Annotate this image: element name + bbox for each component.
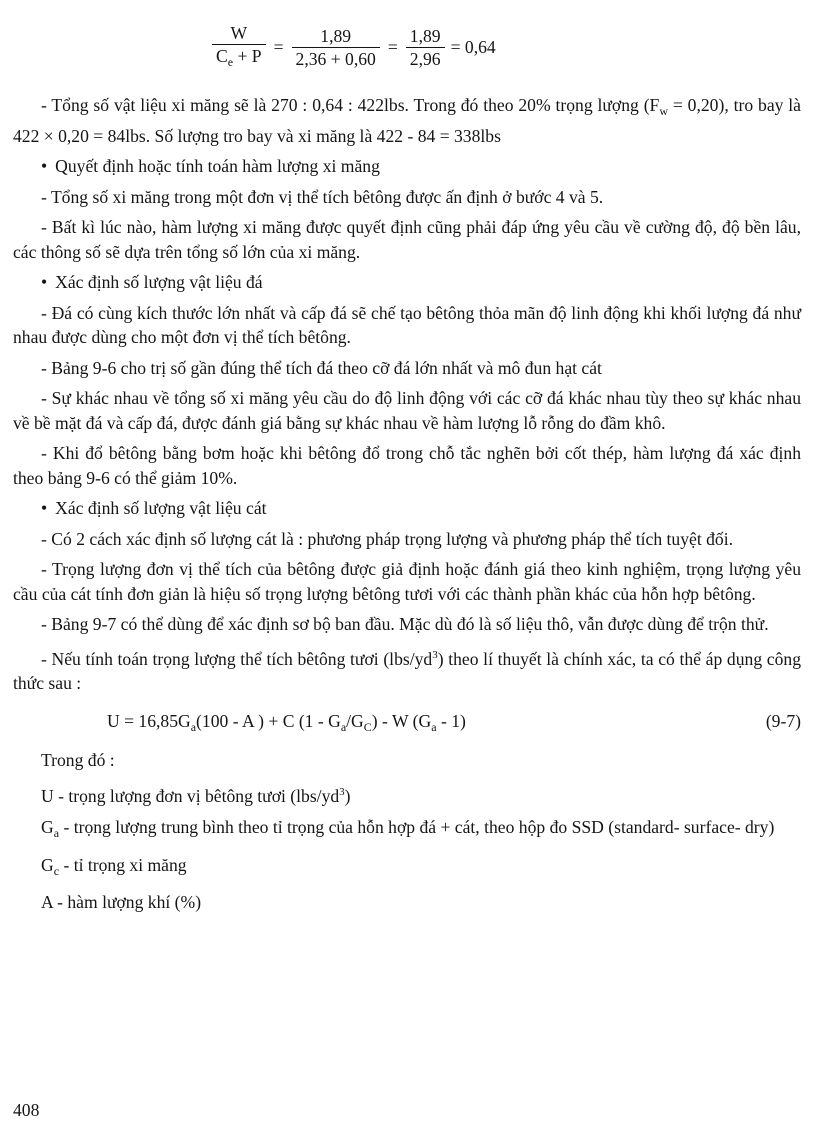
definition-gc: $G_c$ - tỉ trọng xi măng [41,854,187,878]
paragraph-total-binder: - Tổng số vật liệu xi măng sẽ là 270 : 0,64 : 422lbs. Trong đó theo 20% trọng lượng $(F_w = 0,20)$, tro bay là 422 × 0,20 = 84lbs. Số lượng tro bay và xi măng là 422 - 84 = 338lbs [13,95,801,146]
paragraph: - Khi đổ bêtông bằng bơm hoặc khi bêtông đổ trong chỗ tắc nghẽn bởi cốt thép, hàm lượng đá xác định theo bảng 9-6 có thể giảm 10%. [13,443,801,488]
equals-sign: = [387,37,398,58]
definition-a: A - hàm lượng khí (%) [41,892,202,912]
denominator: $C_e + P$ [212,44,266,73]
denominator: 2,96 [406,47,445,70]
equals-sign: = [273,37,284,58]
bullet-icon: • [41,156,48,176]
body-text [13,93,801,915]
fraction-w-over-ce-p [212,22,266,73]
formula-expression: $U = 16,85G_a(100 - A$ ) + C $(1 - G_a/G_C)$ - W $(G_a - 1)$ [107,710,466,734]
bullet-cement-content: • Quyết định hoặc tính toán hàm lượng xi măng [41,156,380,176]
bullet-sand-amount: • Xác định số lượng vật liệu cát [41,498,267,518]
bullet-icon: • [41,272,48,292]
paragraph: - Bảng 9-7 có thể dùng để xác định sơ bộ ban đầu. Mặc dù đó là số liệu thô, vẫn được dùng để trộn thử. [41,614,769,634]
paragraph: - Tổng số xi măng trong một đơn vị thể tích bêtông được ấn định ở bước 4 và 5. [41,186,604,207]
paragraph: - Có 2 cách xác định số lượng cát là : phương pháp trọng lượng và phương pháp thể tích tuyệt đối. [41,528,733,549]
fraction-simplified [406,25,445,70]
fraction-values [292,25,380,70]
paragraph: - Nếu tính toán trọng lượng thể tích bêtông tươi $(lbs/yd^3)$ theo lí thuyết là chính xác, ta có thể áp dụng công thức sau : [13,648,801,693]
ratio-equation [212,22,504,73]
paragraph: - Sự khác nhau về tổng số xi măng yêu cầu do độ linh động với các cỡ đá khác nhau tùy theo sự khác nhau về bề mặt đá và cấp đá, được đánh giá bằng sự khác nhau về hàm lượng lỗ rỗng do đầm khô. [13,388,801,433]
equation-result: = 0,64 [450,37,496,58]
definitions-intro: Trong đó : [41,750,115,770]
page-number: 408 [13,1100,40,1120]
paragraph: - Đá có cùng kích thước lớn nhất và cấp đá sẽ chế tạo bêtông thỏa mãn độ linh động khi khối lượng đá như nhau được dùng cho một đơn vị thể tích bêtông. [13,302,801,347]
paragraph: - Trọng lượng đơn vị thể tích của bêtông được giả định hoặc đánh giá theo kinh nghiệm, trọng lượng yêu cầu của cát tính đơn giản là hiệu số trọng lượng bêtông tươi với các thành phần khác của hỗn hợp bêtông. [13,559,801,604]
denominator: 2,36 + 0,60 [292,47,380,70]
definition-ga: $G_a$ - trọng lượng trung bình theo tỉ trọng của hỗn hợp đá + cát, theo hộp đo SSD (standard- surface- dry) [41,817,775,840]
definition-u: U - trọng lượng đơn vị bêtông tươi $(lbs/yd^3)$ [41,785,351,806]
numerator: W [230,23,248,43]
numerator: 1,89 [409,26,441,46]
bullet-icon: • [41,498,48,518]
bullet-stone-amount: • Xác định số lượng vật liệu đá [41,272,263,292]
formula-9-7 [13,709,801,740]
numerator: 1,89 [320,26,352,46]
paragraph: - Bảng 9-6 cho trị số gần đúng thể tích đá theo cỡ đá lớn nhất và mô đun hạt cát [41,357,602,378]
formula-number: (9-7) [765,710,801,731]
paragraph: - Bất kì lúc nào, hàm lượng xi măng được quyết định cũng phải đáp ứng yêu cầu về cường độ, độ bền lâu, các thông số sẽ dựa trên tổng số lớn của xi măng. [13,217,801,262]
